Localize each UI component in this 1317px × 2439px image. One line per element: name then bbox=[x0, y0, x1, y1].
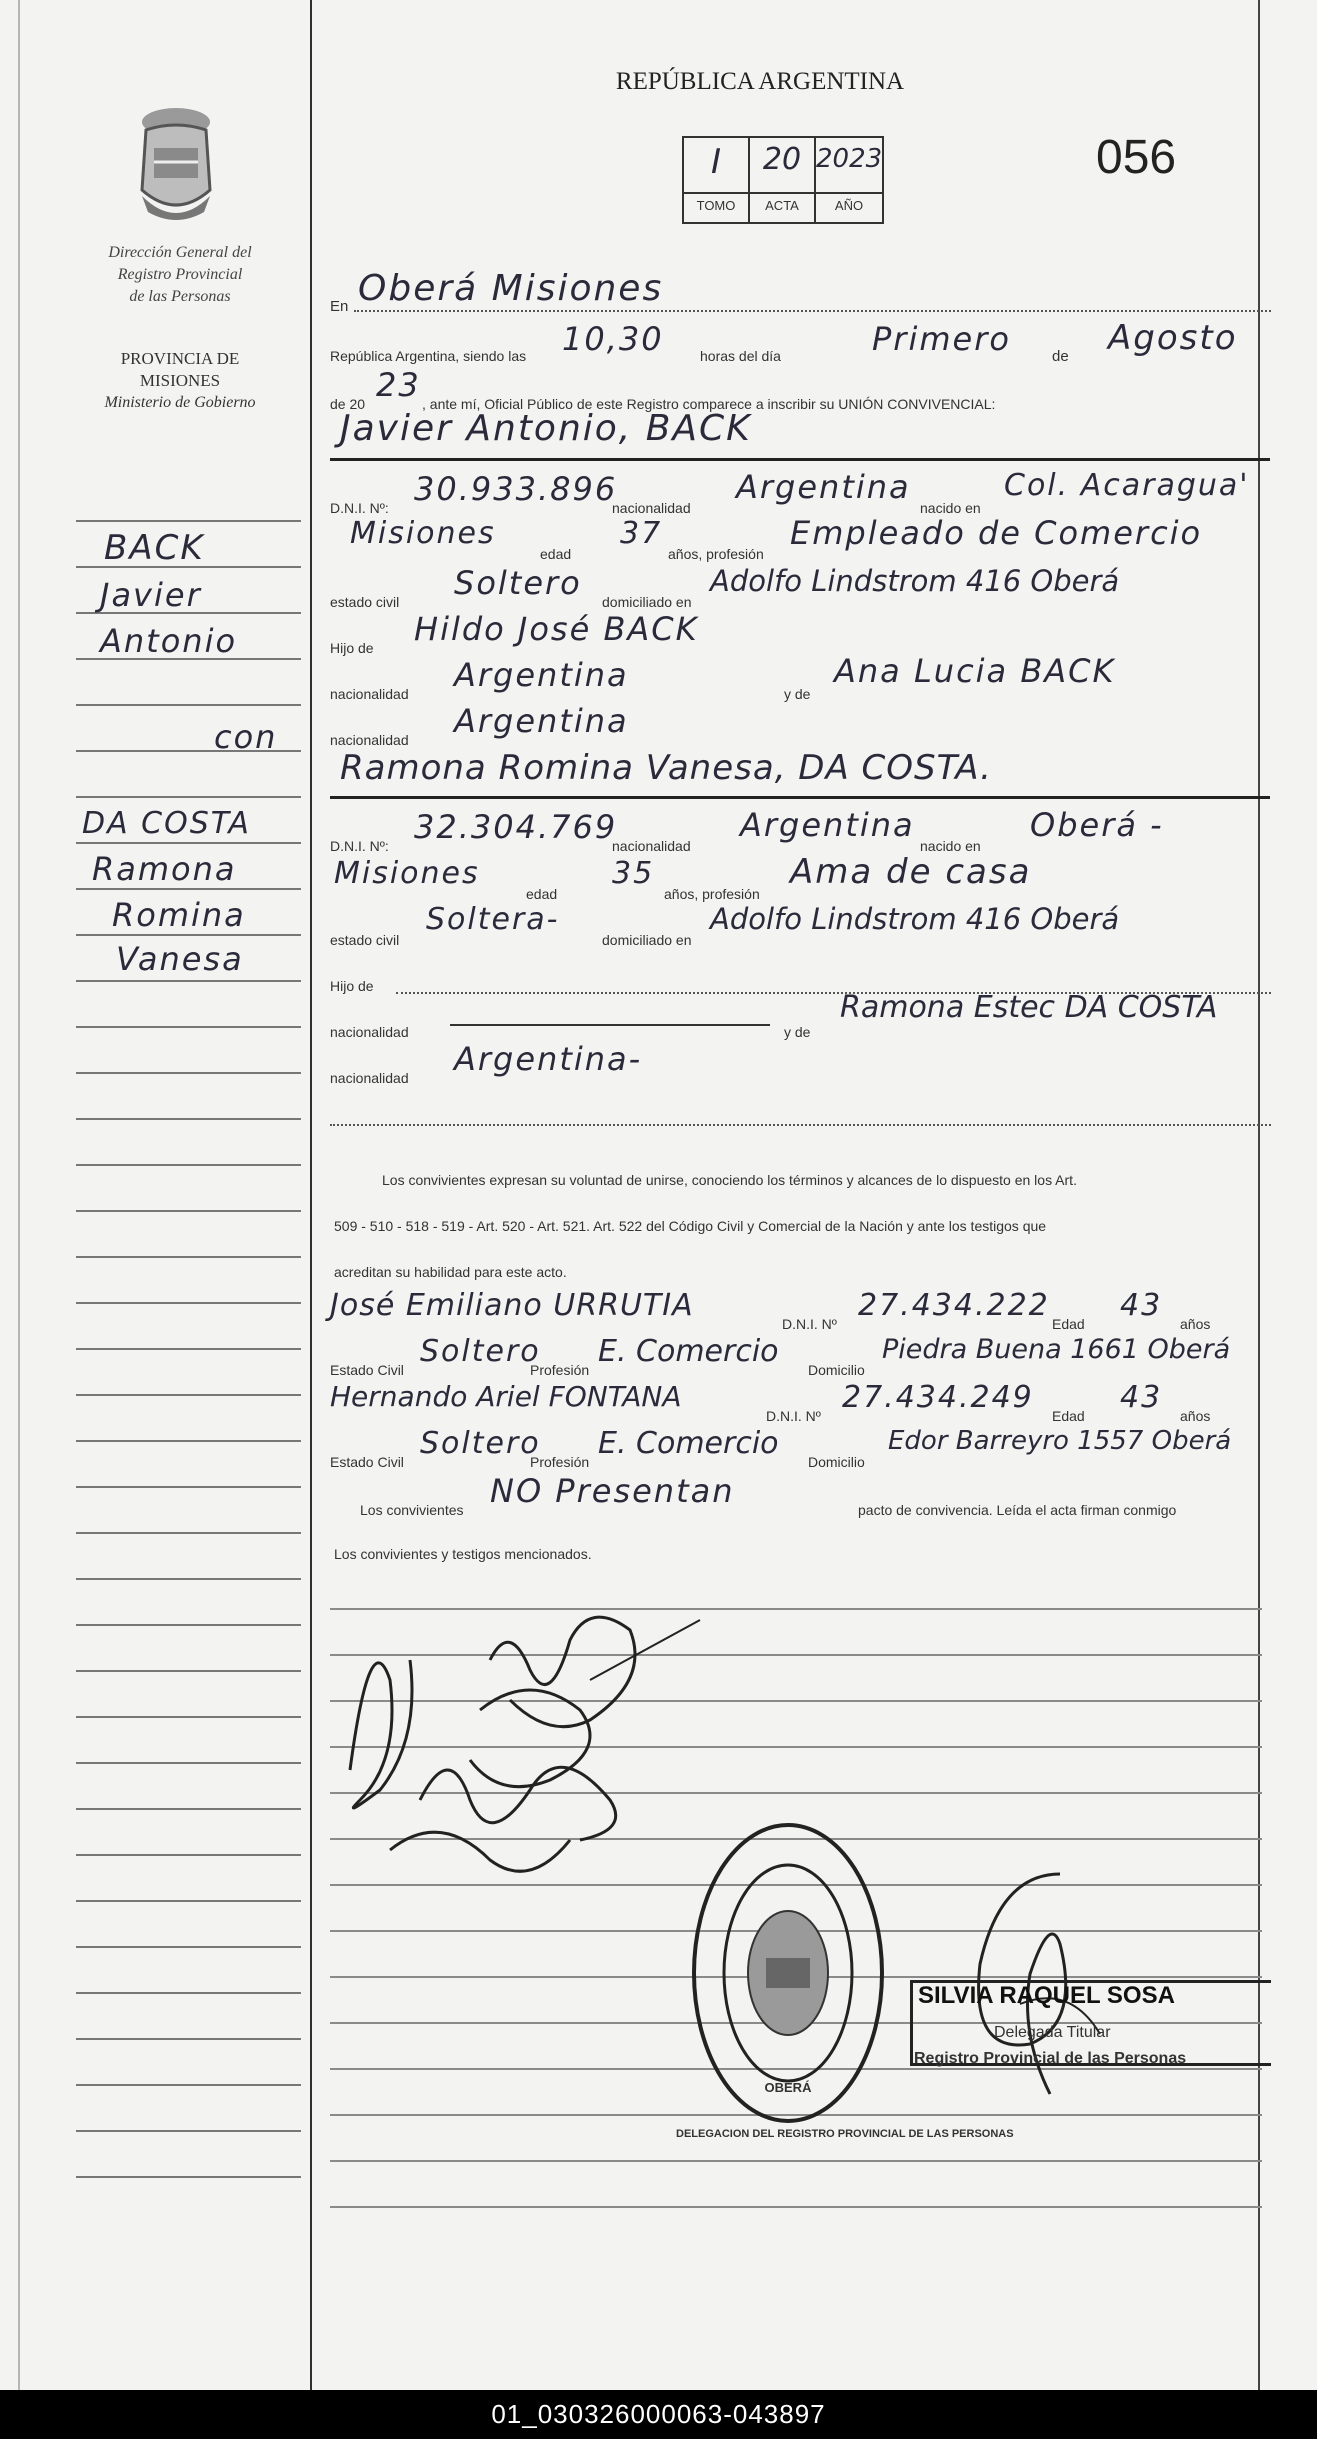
person1-dni-row bbox=[330, 470, 1271, 514]
signatures-scribble bbox=[330, 1560, 710, 1920]
official-office: Registro Provincial de las Personas bbox=[914, 2050, 1187, 2067]
ante-text: , ante mí, Oficial Público de este Registro comparece a inscribir su UNIÓN CONVIVENCIAL: bbox=[422, 396, 996, 412]
person1-edad: 37 bbox=[620, 516, 663, 551]
margin-divider bbox=[310, 0, 312, 2390]
pacto-tail: pacto de convivencia. Leída el acta firman conmigo bbox=[858, 1502, 1177, 1518]
tomo-value: I bbox=[710, 142, 722, 182]
witness2-anios-label: años bbox=[1180, 1408, 1211, 1424]
witness2-domicilio: Edor Barreyro 1557 Oberá bbox=[888, 1426, 1232, 1456]
person1-name-row bbox=[330, 408, 1271, 452]
official-title: Delegada Titular bbox=[994, 2024, 1111, 2041]
page-edge-left bbox=[18, 0, 20, 2390]
sidebar-provincia: PROVINCIA DE bbox=[120, 349, 240, 368]
person2-edad-label: edad bbox=[526, 886, 558, 902]
witness2-domicilio-label: Domicilio bbox=[808, 1454, 865, 1470]
intro-place: Oberá Misiones bbox=[358, 268, 664, 309]
person1-nacionalidad: Argentina bbox=[736, 468, 911, 506]
tomo-label: TOMO bbox=[696, 198, 736, 213]
sidebar-misiones: MISIONES bbox=[139, 371, 221, 390]
person2-name-row bbox=[330, 748, 1271, 792]
sidebar-registro: Registro Provincial bbox=[117, 266, 243, 283]
tomo-acta-anio-box bbox=[682, 136, 884, 224]
declaration-line-3: acreditan su habilidad para este acto. bbox=[334, 1264, 567, 1280]
person1-name: Javier Antonio, BACK bbox=[340, 408, 752, 449]
witness1-name: José Emiliano URRUTIA bbox=[330, 1288, 694, 1323]
person1-hijo-label: Hijo de bbox=[330, 640, 374, 656]
person1-padre: Hildo José BACK bbox=[414, 610, 699, 648]
seal-city: OBERÁ bbox=[764, 2080, 812, 2095]
person2-padre-nac-label: nacionalidad bbox=[330, 1024, 409, 1040]
en-label: En bbox=[330, 298, 349, 315]
pacto-closing: Los convivientes y testigos mencionados. bbox=[334, 1546, 592, 1562]
margin-name-3: con bbox=[214, 718, 278, 756]
person2-madre-nac-label: nacionalidad bbox=[330, 1070, 409, 1086]
witness2-edad: 43 bbox=[1120, 1380, 1163, 1415]
intro-row-1 bbox=[330, 268, 1271, 315]
person1-padre-nac-label: nacionalidad bbox=[330, 686, 409, 702]
year-suffix: 23 bbox=[376, 366, 421, 404]
person1-madre-nac: Argentina bbox=[454, 702, 629, 740]
person1-nac-label: nacionalidad bbox=[612, 500, 691, 516]
sidebar-personas: de las Personas bbox=[129, 288, 231, 305]
republica-label: República Argentina, siendo las bbox=[330, 348, 527, 364]
person2-estado: Soltera- bbox=[426, 902, 560, 937]
person1-nacido-en: Col. Acaragua' bbox=[1004, 468, 1250, 503]
person2-dni-row bbox=[330, 808, 1271, 852]
person2-nacido-en: Oberá - bbox=[1030, 806, 1164, 844]
witness1-estado-row bbox=[330, 1334, 1271, 1378]
pacto-value: NO Presentan bbox=[490, 1472, 735, 1510]
margin-name-5: Ramona bbox=[92, 850, 237, 888]
acta-label: ACTA bbox=[765, 198, 799, 213]
person1-profesion: Empleado de Comercio bbox=[790, 514, 1203, 552]
intro-row-2 bbox=[330, 320, 1271, 364]
person1-estado-row bbox=[330, 564, 1271, 608]
footer-code: 01_030326000063-043897 bbox=[0, 2390, 1317, 2439]
person1-madre-nac-label: nacionalidad bbox=[330, 732, 409, 748]
person1-dni-label: D.N.I. Nº: bbox=[330, 500, 389, 516]
anio-value: 2023 bbox=[816, 144, 883, 174]
person1-estado-label: estado civil bbox=[330, 594, 400, 610]
margin-name-0: BACK bbox=[104, 528, 205, 568]
witness1-anios-label: años bbox=[1180, 1316, 1211, 1332]
person1-domicilio: Adolfo Lindstrom 416 Oberá bbox=[710, 564, 1120, 598]
year-prefix: de 20 bbox=[330, 396, 366, 412]
person2-madre-nac-row bbox=[330, 1040, 1271, 1084]
person2-name: Ramona Romina Vanesa, DA COSTA. bbox=[340, 748, 992, 788]
person2-padre-nac-row bbox=[330, 990, 1271, 1040]
person1-dni: 30.933.896 bbox=[414, 470, 618, 508]
sidebar-direccion: Dirección General del bbox=[108, 244, 252, 261]
person1-nacido-label: nacido en bbox=[920, 500, 981, 516]
person2-y-de-label: y de bbox=[784, 1024, 811, 1040]
person2-hijo-row bbox=[330, 948, 1271, 992]
person2-madre: Ramona Estec DA COSTA bbox=[840, 990, 1218, 1025]
witness1-row bbox=[330, 1288, 1271, 1332]
witness1-profesion: E. Comercio bbox=[598, 1334, 779, 1369]
person2-madre-nac: Argentina- bbox=[454, 1040, 643, 1078]
witness2-profesion: E. Comercio bbox=[598, 1426, 779, 1461]
misiones-coat-of-arms-icon bbox=[128, 100, 224, 230]
anio-label: AÑO bbox=[834, 198, 864, 213]
person2-estado-row bbox=[330, 902, 1271, 946]
pacto-row bbox=[330, 1474, 1271, 1518]
person2-nacido-label: nacido en bbox=[920, 838, 981, 854]
intro-day: Primero bbox=[872, 320, 1011, 358]
witness2-dni: 27.434.249 bbox=[842, 1380, 1034, 1415]
person1-nacido-en-2: Misiones bbox=[350, 516, 496, 551]
person2-nac-label: nacionalidad bbox=[612, 838, 691, 854]
person1-domiciliado-label: domiciliado en bbox=[602, 594, 692, 610]
official-name: SILVIA RAQUEL SOSA bbox=[918, 1982, 1175, 2009]
seal-ring-text: DELEGACION DEL REGISTRO PROVINCIAL DE LAS PERSONAS bbox=[676, 2128, 1014, 2140]
witness1-edad: 43 bbox=[1120, 1288, 1163, 1323]
declaration-line-1: Los convivientes expresan su voluntad de unirse, conociendo los términos y alcances de lo dispuesto en los Art. bbox=[382, 1172, 1077, 1188]
header-country: REPÚBLICA ARGENTINA bbox=[615, 68, 905, 95]
witness2-estado: Soltero bbox=[420, 1426, 541, 1461]
person1-madre: Ana Lucia BACK bbox=[834, 652, 1116, 690]
intro-hour: 10,30 bbox=[562, 320, 664, 358]
person2-edad-row bbox=[330, 852, 1271, 902]
person2-domiciliado-label: domiciliado en bbox=[602, 932, 692, 948]
margin-name-6: Romina bbox=[112, 896, 246, 934]
intro-month: Agosto bbox=[1108, 318, 1238, 358]
acta-value: 20 bbox=[762, 142, 802, 177]
witness1-dni-label: D.N.I. Nº bbox=[782, 1316, 837, 1332]
margin-name-4: DA COSTA bbox=[82, 806, 251, 841]
witness1-domicilio-label: Domicilio bbox=[808, 1362, 865, 1378]
person2-dni-label: D.N.I. Nº: bbox=[330, 838, 389, 854]
margin-name-7: Vanesa bbox=[116, 940, 244, 978]
margin-name-2: Antonio bbox=[100, 622, 238, 660]
person1-padre-nac: Argentina bbox=[454, 656, 629, 694]
margin-name-1: Javier bbox=[100, 576, 202, 614]
pacto-label: Los convivientes bbox=[360, 1502, 464, 1518]
page-number: 056 bbox=[1096, 131, 1177, 184]
witness1-edad-label: Edad bbox=[1052, 1316, 1085, 1332]
declaration-line-2: 509 - 510 - 518 - 519 - Art. 520 - Art. 521. Art. 522 del Código Civil y Comercial de la Nación y ante los testigos que bbox=[334, 1218, 1047, 1234]
person2-profesion-label: años, profesión bbox=[664, 886, 760, 902]
witness2-name: Hernando Ariel FONTANA bbox=[330, 1380, 682, 1413]
witness2-edad-label: Edad bbox=[1052, 1408, 1085, 1424]
horas-label: horas del día bbox=[700, 348, 781, 364]
person2-estado-label: estado civil bbox=[330, 932, 400, 948]
person1-profesion-label: años, profesión bbox=[668, 546, 764, 562]
person1-madre-nac-row bbox=[330, 702, 1271, 746]
intro-row-3 bbox=[330, 366, 1271, 410]
person1-edad-row bbox=[330, 516, 1271, 560]
person1-edad-label: edad bbox=[540, 546, 572, 562]
witness2-profesion-label: Profesión bbox=[530, 1454, 590, 1470]
witness1-dni: 27.434.222 bbox=[858, 1288, 1050, 1323]
person2-nacionalidad: Argentina bbox=[740, 806, 915, 844]
witness2-dni-label: D.N.I. Nº bbox=[766, 1408, 821, 1424]
person2-edad: 35 bbox=[612, 856, 655, 891]
person1-hijo-row bbox=[330, 610, 1271, 654]
person1-padre-nac-row bbox=[330, 652, 1271, 702]
witness2-row bbox=[330, 1380, 1271, 1424]
person2-hijo-label: Hijo de bbox=[330, 978, 374, 994]
witness1-profesion-label: Profesión bbox=[530, 1362, 590, 1378]
person2-dni: 32.304.769 bbox=[414, 808, 618, 846]
witness1-estado: Soltero bbox=[420, 1334, 541, 1369]
person1-y-de-label: y de bbox=[784, 686, 811, 702]
person1-estado: Soltero bbox=[454, 564, 582, 602]
de-label: de bbox=[1052, 348, 1069, 365]
witness1-estado-label: Estado Civil bbox=[330, 1362, 404, 1378]
person2-profesion: Ama de casa bbox=[790, 852, 1032, 892]
person2-nacido-en-2: Misiones bbox=[334, 856, 480, 891]
witness2-estado-label: Estado Civil bbox=[330, 1454, 404, 1470]
witness1-domicilio: Piedra Buena 1661 Oberá bbox=[882, 1334, 1231, 1365]
sidebar-ministerio: Ministerio de Gobierno bbox=[104, 394, 256, 411]
witness2-estado-row bbox=[330, 1426, 1271, 1470]
person2-domicilio: Adolfo Lindstrom 416 Oberá bbox=[710, 902, 1120, 936]
